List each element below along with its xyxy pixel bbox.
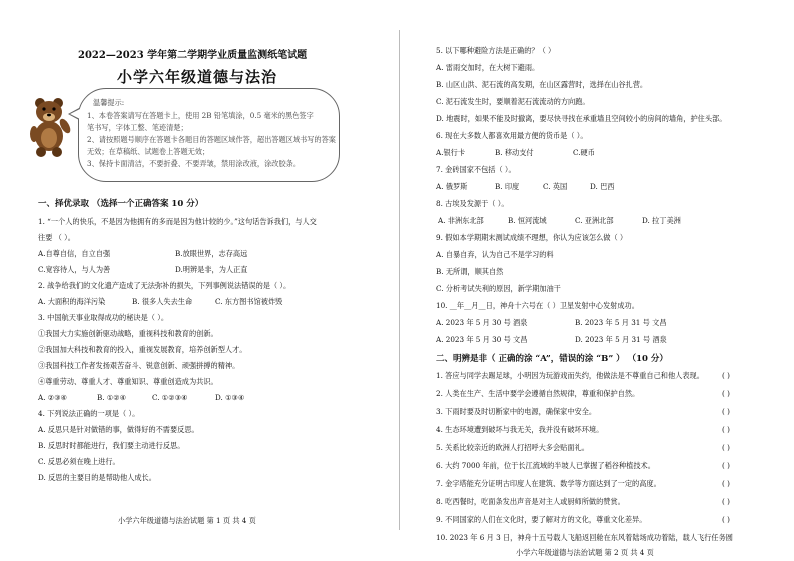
exam-title: 2022—2023 学年第二学期学业质量监测纸笔试题 [78, 50, 308, 61]
option: A. 自暴自弃，认为自己不是学习的料 [436, 250, 554, 259]
notice-line: 2、请按照题号顺序在答题卡各题目的答题区域作答，超出答题区域书写的答案 [87, 135, 336, 144]
option: D. 地震时，如果不能及时撤离，要尽快寻找在承重墙且空间较小的房间的墙角，护住头部。 [436, 114, 727, 123]
notice-line: 无效；在草稿纸、试题卷上答题无效； [87, 147, 210, 156]
judge-item: 7. 金字塔能充分证明古印度人在建筑、数学等方面达到了一定的高度。 [436, 479, 661, 488]
page-footer: 小学六年级道德与法治试题 第 2 页 共 4 页 [516, 548, 654, 557]
judge-item: 2. 人类在生产、生活中要学会遵循自然规律，尊重和保护自然。 [436, 389, 640, 398]
option: B. 很多人失去生命 [132, 297, 193, 306]
answer-paren: ( ) [722, 371, 730, 380]
option: C. 反思必须在晚上进行。 [38, 457, 120, 466]
option: C.宽容待人，与人为善 [38, 265, 111, 274]
question-text: 6. 现在大多数人都喜欢用最方便的货币是（ ）。 [436, 131, 588, 140]
notice-line: 3、保持卡面清洁，不要折叠、不要弄皱，禁用涂改液，涂改胶条。 [87, 159, 301, 168]
answer-paren: ( ) [722, 443, 730, 452]
judge-item: 8. 吃西餐时，吃面条发出声音是对主人或厨师所做的赞赏。 [436, 497, 625, 506]
option: A. 非洲东北部 [438, 216, 484, 225]
option: D. 反思的主要目的是帮助他人成长。 [38, 473, 156, 482]
option: A. 俄罗斯 [436, 182, 468, 191]
question-text: 8. 古埃及发源于（ ）。 [436, 199, 509, 208]
option: A. 2023 年 5 月 30 号 文昌 [436, 335, 528, 344]
question-text: 9. 假如本学期期末测试成绩不理想，你认为应该怎么做（ ） [436, 233, 628, 242]
judge-item: 5. 关系比较亲近的欧洲人打招呼大多会贴面礼。 [436, 443, 589, 452]
judge-item: 9. 不同国家的人们在文化时，要了解对方的文化，尊重文化差异。 [436, 515, 647, 524]
statement: ③我国科技工作者发扬艰苦奋斗、锐意创新、顽强拼搏的精神。 [38, 361, 240, 370]
question-text: 7. 金砖国家不包括（ ）。 [436, 165, 516, 174]
answer-paren: ( ) [722, 389, 730, 398]
notice-bubble [78, 88, 340, 182]
exam-page-2 [400, 0, 794, 561]
option: B. 2023 年 5 月 31 号 文昌 [575, 318, 667, 327]
option: B. 移动支付 [495, 148, 534, 157]
statement: ①我国大力实施创新驱动战略，重视科技和教育的创新。 [38, 329, 218, 338]
answer-paren: ( ) [722, 497, 730, 506]
question-text: 2. 战争给我们的文化遗产造成了无法弥补的损失，下列事例说法错误的是（ ）。 [38, 281, 291, 290]
option: B. 无所谓，顺其自然 [436, 267, 504, 276]
option: B. 恒河流域 [508, 216, 547, 225]
question-text: 往要 （ ）。 [38, 233, 75, 242]
question-text: 4. 下列说法正确的一项是（ ）。 [38, 409, 140, 418]
notice-heading: 温馨提示: [93, 98, 125, 107]
subject-title: 小学六年级道德与法治 [117, 68, 278, 86]
option: D.明辨是非，为人正直 [175, 265, 248, 274]
option: A. ②③④ [38, 393, 68, 402]
option: D. 巴西 [590, 182, 615, 191]
section-1-heading: 一、择优录取 （选择一个正确答案 10 分） [38, 199, 204, 209]
option: D. 2023 年 5 月 31 号 酒泉 [575, 335, 667, 344]
bear-mascot-icon [28, 96, 72, 158]
option: B. 反思时时都能进行，我们要主动进行反思。 [38, 441, 185, 450]
question-text: 3. 中国航天事业取得成功的秘诀是（ ）。 [38, 313, 169, 322]
notice-line: 1、本卷答案请写在答题卡上，使用 2B 铅笔填涂，0.5 毫米的黑色签字 [87, 111, 314, 120]
option: D. ①③④ [215, 393, 245, 402]
question-text: 1. “一个人的快乐，不是因为他拥有的多而是因为他计较的少。”这句话告诉我们，与人交 [38, 217, 317, 226]
option: C. 英国 [543, 182, 568, 191]
answer-paren: ( ) [722, 461, 730, 470]
option: B. 山区山洪、泥石流的高发期，在山区露营时，选择在山谷扎营。 [436, 80, 648, 89]
option: B.放眼世界，志存高远 [175, 249, 248, 258]
judge-item: 4. 生态环境遭到破坏与我无关，我并没有破坏环境。 [436, 425, 604, 434]
option: C. 东方图书馆被炸毁 [215, 297, 283, 306]
judge-item: 1. 答应与同学去踢足球，小明因为玩游戏而失约，他做法是不尊重自己和他人表现。 [436, 371, 704, 380]
option: A.银行卡 [436, 148, 466, 157]
question-text: 5. 以下哪种避险方法是正确的？（ ） [436, 46, 556, 55]
answer-paren: ( ) [722, 425, 730, 434]
answer-paren: ( ) [722, 407, 730, 416]
option: A.自尊自信，自立自强 [38, 249, 111, 258]
judge-item: 10. 2023 年 6 月 3 日，神舟十五号载人飞船返回舱在东风着陆场成功着陆，载人飞行任务圆 [436, 533, 733, 542]
option: A. 反思只是针对做错的事，做得好的不需要反思。 [38, 425, 199, 434]
notice-line: 笔书写，字体工整、笔迹清楚； [87, 123, 188, 132]
answer-paren: ( ) [722, 479, 730, 488]
option: D. 拉丁美洲 [642, 216, 681, 225]
statement: ②我国加大科技和教育的投入，重视发展教育，培养创新型人才。 [38, 345, 247, 354]
judge-item: 3. 下雨时要及时切断家中的电源，确保家中安全。 [436, 407, 597, 416]
option: C. 分析考试失利的原因，新学期加油干 [436, 284, 561, 293]
question-text: 10. __年__月__日，神舟十六号在（ ）卫星发射中心发射成功。 [436, 301, 639, 310]
option: B. 印度 [495, 182, 520, 191]
option: A. 雷雨交加时，在大树下避雨。 [436, 63, 540, 72]
page-footer: 小学六年级道德与法治试题 第 1 页 共 4 页 [118, 516, 256, 525]
judge-item: 6. 大约 7000 年前，位于长江流域的半坡人已掌握了稻谷种植技术。 [436, 461, 655, 470]
option: C. 亚洲北部 [575, 216, 614, 225]
section-2-heading: 二、明辨是非（ 正确的涂 “A”，错误的涂 “B” ） （10 分） [436, 354, 668, 364]
option: C. ①②③④ [152, 393, 188, 402]
option: A. 大面积的海洋污染 [38, 297, 106, 306]
option: A. 2023 年 5 月 30 号 酒泉 [436, 318, 528, 327]
answer-paren: ( ) [722, 515, 730, 524]
notice-bubble-tail-inner [70, 109, 80, 119]
option: C.硬币 [573, 148, 595, 157]
option: C. 泥石流发生时，要顺着泥石流流动的方向跑。 [436, 97, 590, 106]
option: B. ①②④ [97, 393, 127, 402]
statement: ④尊重劳动、尊重人才、尊重知识、尊重创造成为共识。 [38, 377, 218, 386]
